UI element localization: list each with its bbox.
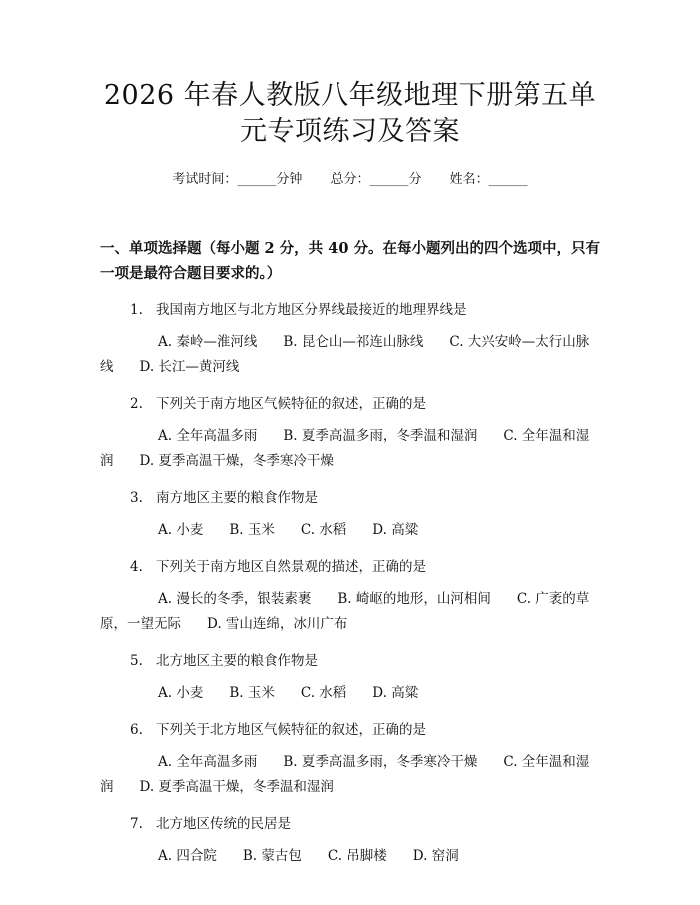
exam-meta: [100, 170, 600, 190]
question-options: [100, 518, 600, 543]
question-options: [100, 587, 600, 637]
section-heading: 一、单项选择题（每小题 2 分，共 40 分。在每小题列出的四个选项中，只有一项是最符合题目要求的。）: [100, 240, 600, 282]
question-text: 下列关于南方地区气候特征的叙述，正确的是: [156, 396, 426, 412]
question-7: [100, 812, 600, 869]
question-stem: [100, 718, 600, 742]
question-stem: [100, 649, 600, 673]
option-a: A. 四合院: [158, 848, 217, 864]
exam-score-label: 总分：______分: [330, 172, 422, 187]
option-d: D. 夏季高温干燥，冬季温和湿润: [139, 779, 334, 795]
question-number: 7.: [130, 816, 143, 832]
question-text: 北方地区传统的民居是: [156, 816, 291, 832]
option-c: C. 水稻: [300, 685, 347, 701]
option-b: B. 玉米: [229, 685, 275, 701]
option-d: D. 长江—黄河线: [139, 359, 240, 375]
question-stem: [100, 555, 600, 579]
question-text: 下列关于北方地区气候特征的叙述，正确的是: [156, 722, 426, 738]
option-a: A. 全年高温多雨: [158, 428, 258, 444]
option-a: A. 漫长的冬季，银装素裹: [158, 591, 312, 607]
question-stem: [100, 298, 600, 322]
option-b: B. 夏季高温多雨，冬季温和湿润: [283, 428, 478, 444]
question-4: [100, 555, 600, 637]
option-d: D. 高粱: [372, 685, 419, 701]
option-c: C. 全年温和湿润: [100, 428, 590, 469]
option-d: D. 高粱: [372, 522, 419, 538]
question-stem: [100, 486, 600, 510]
option-d: D. 夏季高温干燥，冬季寒冷干燥: [139, 453, 334, 469]
option-a: A. 秦岭—淮河线: [158, 334, 258, 350]
question-options: [100, 681, 600, 706]
question-1: [100, 298, 600, 380]
question-stem: [100, 392, 600, 416]
question-stem: [100, 812, 600, 836]
question-text: 南方地区主要的粮食作物是: [156, 490, 318, 506]
option-a: A. 小麦: [158, 685, 204, 701]
question-options: [100, 330, 600, 380]
question-number: 4.: [130, 559, 143, 575]
option-a: A. 小麦: [158, 522, 204, 538]
question-number: 6.: [130, 722, 143, 738]
option-c: C. 吊脚楼: [327, 848, 387, 864]
question-number: 5.: [130, 653, 143, 669]
question-number: 3.: [130, 490, 143, 506]
option-c: C. 广袤的草原，一望无际: [100, 591, 590, 632]
question-text: 我国南方地区与北方地区分界线最接近的地理界线是: [156, 302, 467, 318]
option-b: B. 昆仑山—祁连山脉线: [283, 334, 424, 350]
option-d: D. 雪山连绵，冰川广布: [207, 616, 348, 632]
exam-time-label: 考试时间：______分钟: [172, 172, 303, 187]
question-number: 1.: [130, 302, 143, 318]
option-b: B. 蒙古包: [242, 848, 302, 864]
option-c: C. 全年温和湿润: [100, 754, 590, 795]
question-5: [100, 649, 600, 706]
question-text: 北方地区主要的粮食作物是: [156, 653, 318, 669]
question-options: [100, 844, 600, 869]
option-b: B. 崎岖的地形，山河相间: [337, 591, 491, 607]
question-options: [100, 750, 600, 800]
question-options: [100, 424, 600, 474]
option-c: C. 水稻: [300, 522, 347, 538]
document-title: 2026 年春人教版八年级地理下册第五单元专项练习及答案: [103, 80, 597, 147]
question-3: [100, 486, 600, 543]
option-d: D. 窑洞: [412, 848, 459, 864]
question-2: [100, 392, 600, 474]
option-b: B. 夏季高温多雨，冬季寒冷干燥: [283, 754, 478, 770]
option-b: B. 玉米: [229, 522, 275, 538]
option-c: C. 大兴安岭—太行山脉线: [100, 334, 590, 375]
question-text: 下列关于南方地区自然景观的描述，正确的是: [156, 559, 426, 575]
option-a: A. 全年高温多雨: [158, 754, 258, 770]
exam-name-label: 姓名：______: [449, 172, 528, 187]
question-6: [100, 718, 600, 800]
question-number: 2.: [130, 396, 143, 412]
